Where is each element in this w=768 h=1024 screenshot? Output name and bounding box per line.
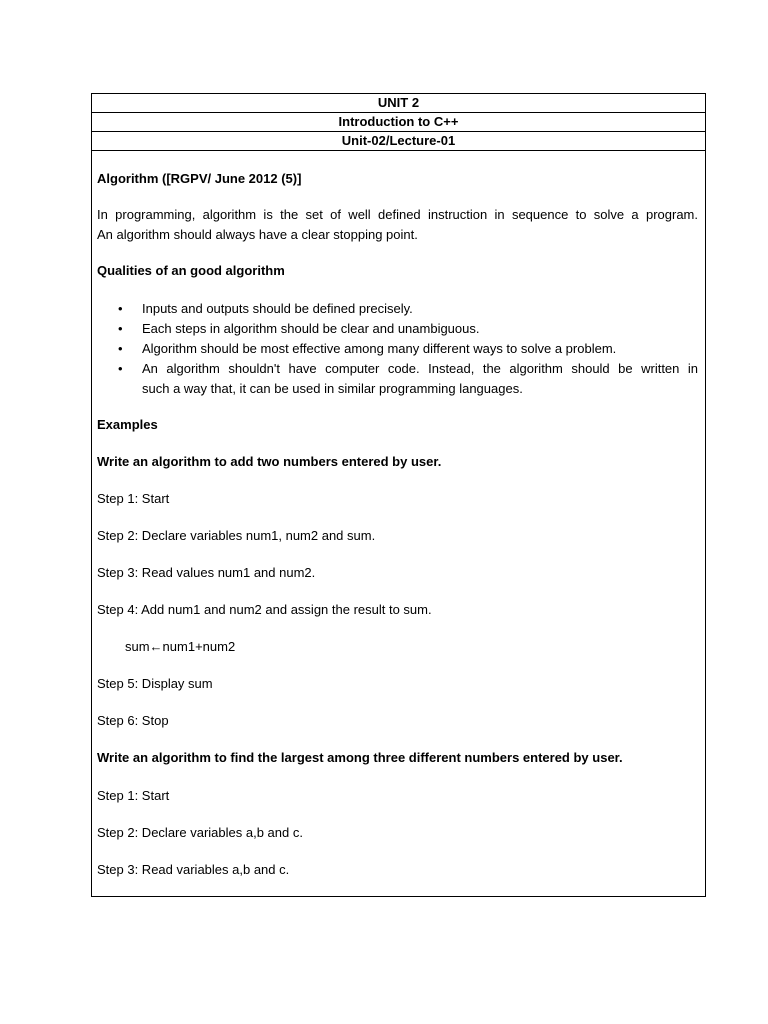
example1-step: Step 5: Display sum [97, 676, 213, 691]
lecture-table [91, 93, 706, 897]
unit-heading: UNIT 2 [92, 94, 705, 113]
bullet-item: An algorithm shouldn't have computer code. Instead, the algorithm should be written in [142, 361, 698, 376]
example2-title: Write an algorithm to find the largest among three different numbers entered by user. [97, 750, 623, 765]
bullet-marker: • [118, 341, 123, 356]
bullet-marker: • [118, 301, 123, 316]
example1-step: Step 1: Start [97, 491, 170, 506]
example1-step: Step 4: Add num1 and num2 and assign the result to sum. [97, 602, 432, 617]
example2-step: Step 3: Read variables a,b and c. [97, 862, 290, 877]
subject-heading: Introduction to C++ [92, 113, 705, 132]
examples-title: Examples [97, 417, 158, 432]
example1-step: Step 6: Stop [97, 713, 169, 728]
bullet-item: Each steps in algorithm should be clear and unambiguous. [142, 321, 480, 336]
bullet-item-continuation: such a way that, it can be used in similar programming languages. [142, 381, 523, 396]
example2-step: Step 1: Start [97, 788, 170, 803]
intro-line-2: An algorithm should always have a clear stopping point. [97, 227, 418, 242]
bullet-marker: • [118, 361, 123, 376]
example1-step: Step 2: Declare variables num1, num2 and sum. [97, 528, 376, 543]
section-title: Algorithm ([RGPV/ June 2012 (5)] [97, 171, 302, 186]
sum-formula: sum←num1+num2 [125, 639, 236, 654]
example2-step: Step 2: Declare variables a,b and c. [97, 825, 303, 840]
qualities-title: Qualities of an good algorithm [97, 263, 285, 278]
bullet-marker: • [118, 321, 123, 336]
example1-step: Step 3: Read values num1 and num2. [97, 565, 316, 580]
example1-title: Write an algorithm to add two numbers entered by user. [97, 454, 442, 469]
bullet-item: Inputs and outputs should be defined precisely. [142, 301, 413, 316]
bullet-item: Algorithm should be most effective among many different ways to solve a problem. [142, 341, 617, 356]
lecture-heading: Unit-02/Lecture-01 [92, 132, 705, 151]
intro-line-1: In programming, algorithm is the set of well defined instruction in sequence to solve a program. [97, 207, 698, 222]
lecture-body [92, 151, 705, 896]
